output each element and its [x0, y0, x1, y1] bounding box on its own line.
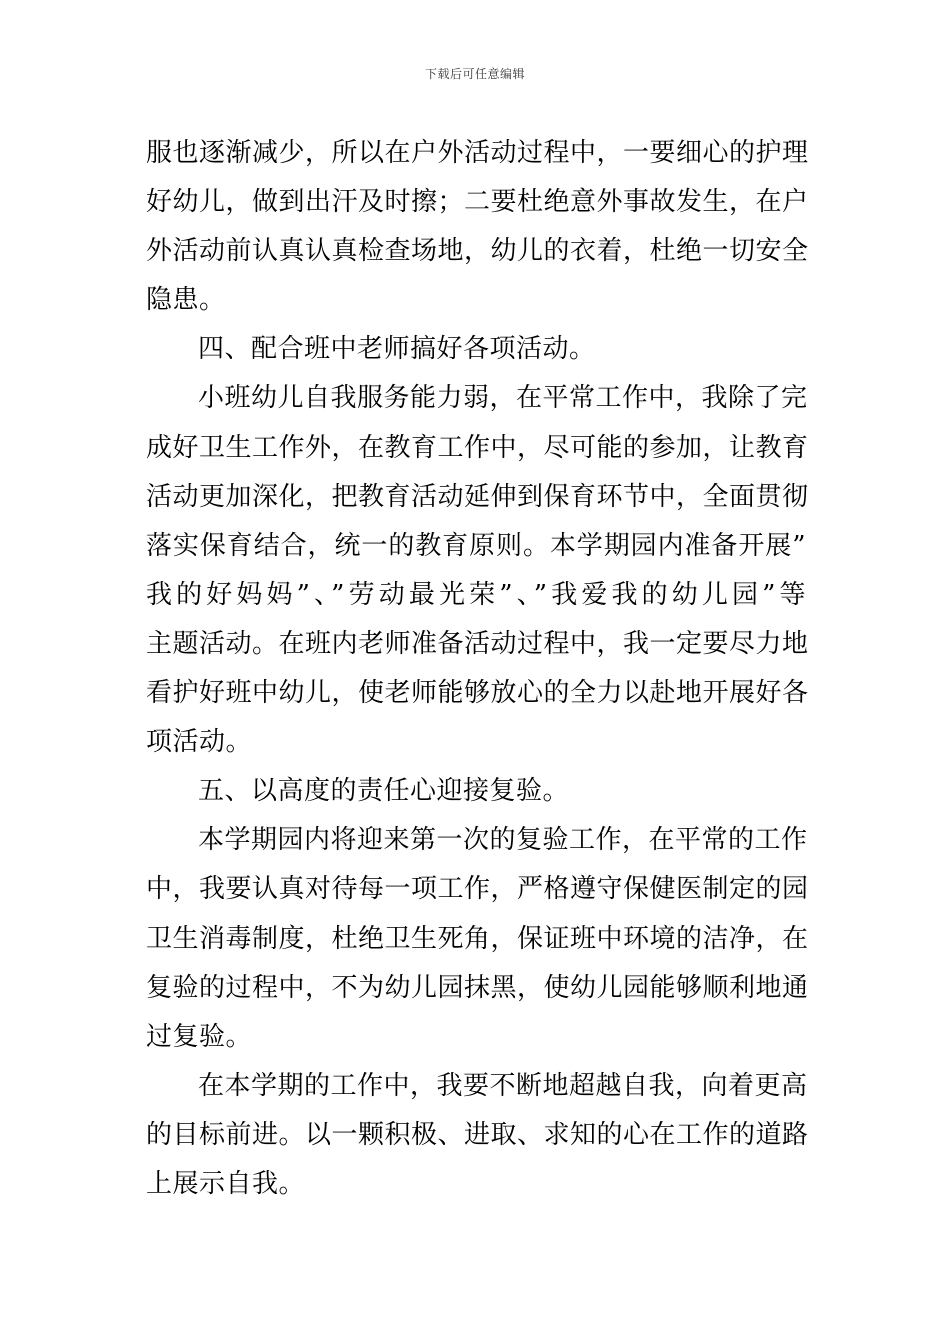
text-line: 四、配合班中老师搞好各项活动。 [198, 334, 596, 365]
text-line: 复验的过程中，不为幼儿园抹黑，使幼儿园能够顺利地通 [146, 972, 809, 1003]
text-line: 我的好妈妈”、”劳动最光荣”、”我爱我的幼儿园”等 [146, 579, 806, 610]
text-line: 看护好班中幼儿，使老师能够放心的全力以赴地开展好各 [146, 678, 809, 709]
text-line: 主题活动。在班内老师准备活动过程中，我一定要尽力地 [146, 628, 809, 659]
text-line: 中，我要认真对待每一项工作，严格遵守保健医制定的园 [146, 874, 809, 905]
text-line: 隐患。 [146, 285, 226, 316]
text-line: 项活动。 [146, 727, 253, 758]
text-line: 卫生消毒制度，杜绝卫生死角，保证班中环境的洁净，在 [146, 923, 809, 954]
text-line: 活动更加深化，把教育活动延伸到保育环节中，全面贯彻 [146, 481, 809, 512]
text-line: 在本学期的工作中，我要不断地超越自我，向着更高 [198, 1070, 808, 1101]
text-line: 的目标前进。以一颗积极、进取、求知的心在工作的道路 [146, 1119, 809, 1150]
page-header: 下载后可任意编辑 [424, 67, 525, 81]
text-line: 过复验。 [146, 1021, 253, 1052]
text-line: 上展示自我。 [146, 1168, 306, 1199]
text-line: 服也逐渐减少，所以在户外活动过程中，一要细心的护理 [146, 138, 809, 168]
text-line: 好幼儿，做到出汗及时擦；二要杜绝意外事故发生，在户 [146, 187, 809, 218]
text-line: 成好卫生工作外，在教育工作中，尽可能的参加，让教育 [146, 432, 809, 463]
body-text [146, 129, 809, 1209]
text-line: 本学期园内将迎来第一次的复验工作，在平常的工作 [198, 825, 808, 856]
text-line: 外活动前认真认真检查场地，幼儿的衣着，杜绝一切安全 [146, 236, 809, 267]
text-line: 落实保育结合，统一的教育原则。本学期园内准备开展” [146, 530, 806, 561]
text-line: 小班幼儿自我服务能力弱，在平常工作中，我除了完 [198, 383, 808, 414]
text-line: 五、以高度的责任心迎接复验。 [198, 776, 570, 807]
